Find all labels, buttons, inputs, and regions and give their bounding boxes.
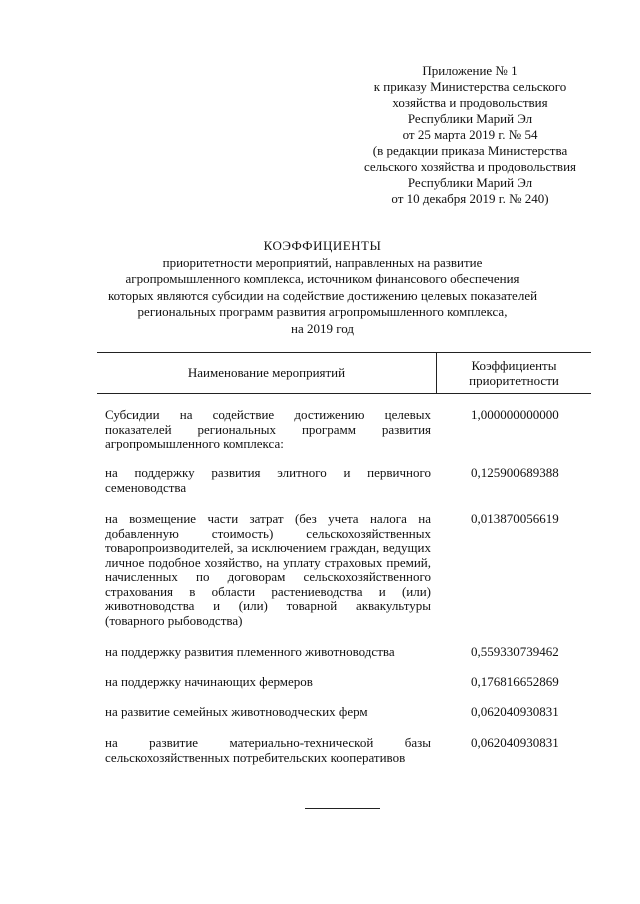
row-name: Субсидии на содействие достижению целевых показателей региональных программ развития агропромышленного комплекса: bbox=[105, 407, 431, 451]
header-coef-line: Коэффициенты bbox=[471, 358, 557, 373]
row-value: 0,125900689388 bbox=[471, 465, 559, 480]
appendix-line: от 10 декабря 2019 г. № 240) bbox=[391, 191, 549, 206]
appendix-line: к приказу Министерства сельского bbox=[373, 79, 567, 94]
header-coef-line: приоритетности bbox=[469, 373, 559, 388]
closing-rule bbox=[305, 808, 380, 809]
table-header bbox=[97, 352, 591, 394]
header-coef-cell bbox=[437, 353, 591, 393]
title-heading: КОЭФФИЦИЕНТЫ bbox=[263, 238, 382, 253]
row-name: на поддержку развития племенного животноводства bbox=[105, 644, 395, 659]
row-value: 1,000000000000 bbox=[471, 407, 559, 422]
row-value: 0,062040930831 bbox=[471, 704, 559, 719]
appendix-line: (в редакции приказа Министерства bbox=[372, 143, 568, 158]
row-name: на возмещение части затрат (без учета налога на добавленную стоимость) сельскохозяйственных товаропроизводителей, за исключением граждан, ведущих личное подобное хозяйство, на уплату страховых премий, начисленных по договорам сельскохозяйственного страхования в области растениеводства и (или) животноводства и (или) товарной аквакультуры (товарного рыбоводства) bbox=[105, 511, 431, 628]
title-line: на 2019 год bbox=[291, 320, 354, 336]
appendix-line: сельского хозяйства и продовольствия bbox=[363, 159, 577, 174]
appendix-line: Республики Марий Эл bbox=[407, 175, 533, 190]
row-value: 0,013870056619 bbox=[471, 511, 559, 526]
coefficients-table bbox=[97, 352, 591, 765]
appendix-line: Приложение № 1 bbox=[422, 63, 518, 78]
title-line: агропромышленного комплекса, источником финансового обеспечения bbox=[125, 271, 520, 286]
row-name: на развитие материально-технической базы сельскохозяйственных потребительских кооперативов bbox=[105, 735, 431, 765]
row-name: на поддержку развития элитного и первичного семеноводства bbox=[105, 465, 431, 495]
row-name: на развитие семейных животноводческих ферм bbox=[105, 704, 368, 719]
appendix-block bbox=[340, 63, 600, 207]
row-value: 0,176816652869 bbox=[471, 674, 559, 689]
title-line: региональных программ развития агропромышленного комплекса, bbox=[137, 304, 508, 319]
title-line: приоритетности мероприятий, направленных на развитие bbox=[162, 254, 483, 270]
row-value: 0,062040930831 bbox=[471, 735, 559, 750]
row-name: на поддержку начинающих фермеров bbox=[105, 674, 313, 689]
appendix-line: от 25 марта 2019 г. № 54 bbox=[402, 127, 538, 142]
appendix-line: Республики Марий Эл bbox=[407, 111, 533, 126]
appendix-line: хозяйства и продовольствия bbox=[392, 95, 548, 110]
header-name-cell: Наименование мероприятий bbox=[97, 353, 437, 393]
title-line: которых являются субсидии на содействие достижению целевых показателей bbox=[107, 287, 538, 303]
document-title bbox=[80, 238, 565, 337]
row-value: 0,559330739462 bbox=[471, 644, 559, 659]
